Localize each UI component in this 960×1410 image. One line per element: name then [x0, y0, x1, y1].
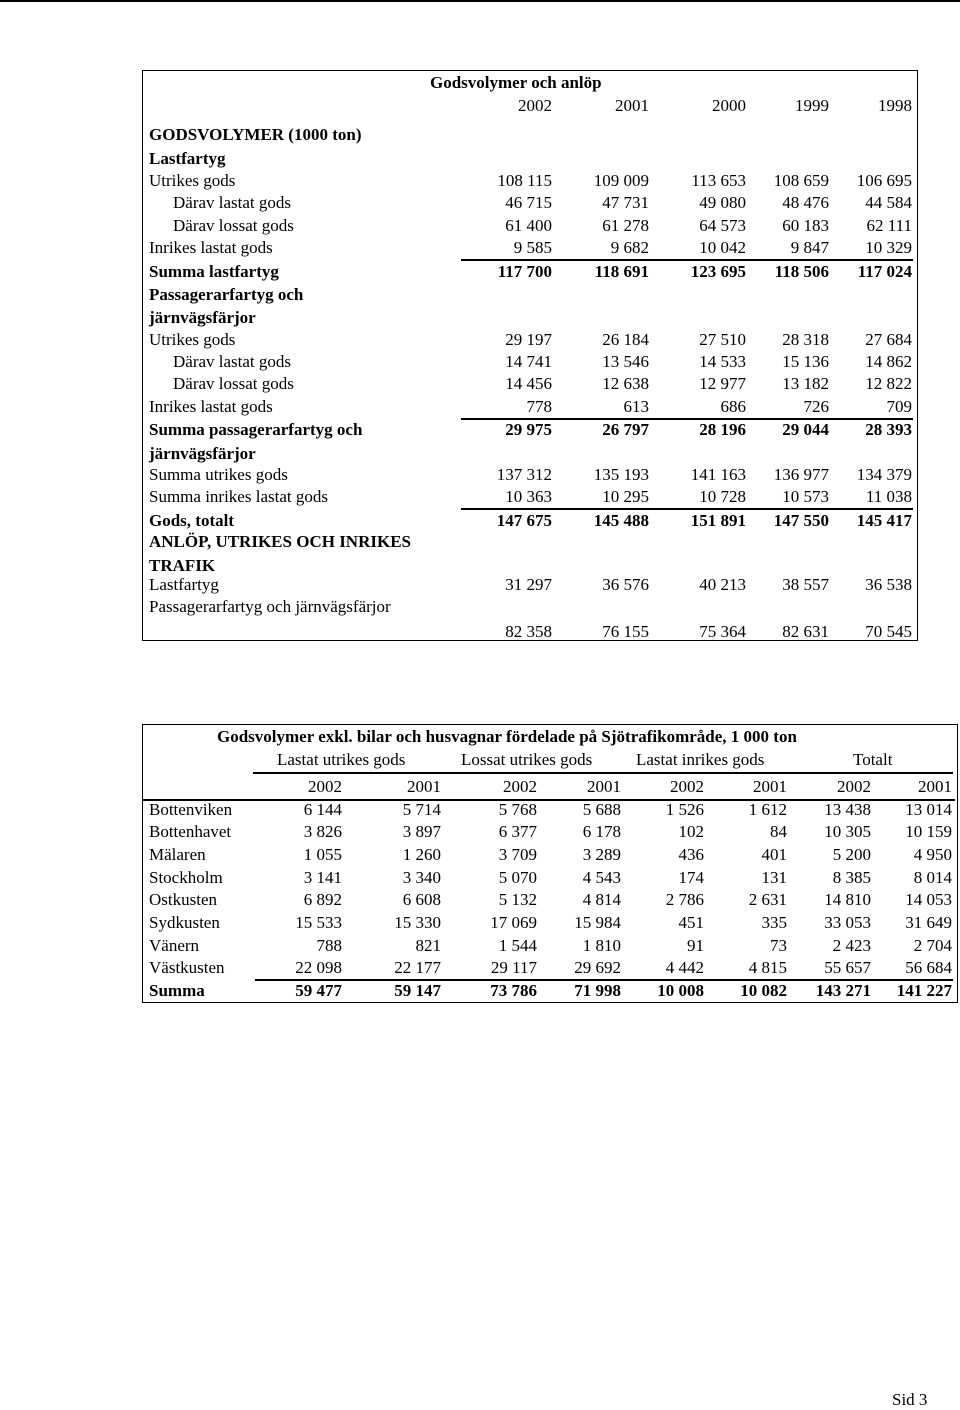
cell: 6 144: [303, 800, 342, 819]
cell: 451: [678, 913, 704, 932]
cell: 3 897: [402, 822, 441, 841]
table-title: Godsvolymer och anlöp: [430, 73, 602, 92]
cell: 2 423: [832, 936, 871, 955]
row-label: Ostkusten: [149, 890, 217, 909]
year-header: 2002: [670, 777, 704, 796]
cell-2001: 145 488: [593, 511, 649, 530]
cell-1998: 14 862: [865, 352, 912, 371]
row-label: Mälaren: [149, 845, 206, 864]
cell-1998: 62 111: [866, 216, 912, 235]
row-label: GODSVOLYMER (1000 ton): [149, 125, 362, 144]
cell: 59 147: [394, 981, 441, 1000]
cell-2002: 137 312: [496, 465, 552, 484]
cell: 3 340: [402, 868, 441, 887]
godsvolymer-anlop-table: [142, 70, 918, 641]
cell: 5 132: [498, 890, 537, 909]
cell-1999: 9 847: [790, 238, 829, 257]
cell-2001: 26 184: [602, 330, 649, 349]
cell: 22 177: [394, 958, 441, 977]
cell: 1 260: [402, 845, 441, 864]
row-label: Inrikes lastat gods: [149, 238, 273, 257]
cell: 91: [687, 936, 704, 955]
cell-2000: 123 695: [690, 262, 746, 281]
cell-1999: 15 136: [782, 352, 829, 371]
cell: 10 008: [657, 981, 704, 1000]
cell: 788: [316, 936, 342, 955]
cell: 13 438: [824, 800, 871, 819]
cell: 4 442: [665, 958, 704, 977]
cell-2000: 75 364: [699, 622, 746, 641]
cell: 59 477: [295, 981, 342, 1000]
row-label: Lastfartyg: [149, 575, 219, 594]
cell-1998: 28 393: [865, 420, 912, 439]
group-header: Lastat inrikes gods: [636, 750, 765, 769]
group-header: Totalt: [853, 750, 893, 769]
cell: 29 117: [490, 958, 537, 977]
cell-2000: 686: [720, 397, 746, 416]
cell-1998: 709: [886, 397, 912, 416]
cell-2001: 76 155: [602, 622, 649, 641]
cell-1999: 29 044: [782, 420, 829, 439]
cell: 3 289: [582, 845, 621, 864]
cell: 73 786: [490, 981, 537, 1000]
cell: 15 984: [574, 913, 621, 932]
cell-2000: 27 510: [699, 330, 746, 349]
table-title: Godsvolymer exkl. bilar och husvagnar fördelade på Sjötrafikområde, 1 000 ton: [217, 727, 797, 746]
cell-2001: 13 546: [602, 352, 649, 371]
sjotrafikomrade-table: [142, 724, 958, 1003]
cell-1999: 28 318: [782, 330, 829, 349]
row-label: Summa inrikes lastat gods: [149, 487, 328, 506]
cell: 15 330: [394, 913, 441, 932]
cell: 3 141: [303, 868, 342, 887]
cell: 6 892: [303, 890, 342, 909]
cell-1998: 106 695: [856, 171, 912, 190]
sum-underline: [461, 508, 913, 510]
year-header-1999: 1999: [795, 96, 829, 115]
cell-1998: 36 538: [865, 575, 912, 594]
cell-1999: 38 557: [782, 575, 829, 594]
sum-underline: [461, 259, 913, 261]
cell-1999: 82 631: [782, 622, 829, 641]
cell-1998: 117 024: [857, 262, 912, 281]
year-header: 2002: [308, 777, 342, 796]
cell: 5 688: [582, 800, 621, 819]
cell: 2 631: [748, 890, 787, 909]
cell: 14 810: [824, 890, 871, 909]
cell-1998: 12 822: [865, 374, 912, 393]
cell-2000: 40 213: [699, 575, 746, 594]
cell: 22 098: [295, 958, 342, 977]
row-label: Passagerarfartyg och järnvägsfärjor: [149, 597, 391, 616]
cell-2001: 61 278: [602, 216, 649, 235]
cell: 821: [415, 936, 441, 955]
cell: 5 714: [402, 800, 441, 819]
cell-1999: 13 182: [782, 374, 829, 393]
cell-2000: 10 728: [699, 487, 746, 506]
top-rule: [0, 0, 960, 2]
row-label: Därav lastat gods: [173, 193, 292, 212]
group-header: Lastat utrikes gods: [277, 750, 406, 769]
cell: 73: [770, 936, 787, 955]
cell-1998: 44 584: [865, 193, 912, 212]
cell: 4 543: [582, 868, 621, 887]
cell: 1 526: [665, 800, 704, 819]
year-header: 2001: [753, 777, 787, 796]
cell: 55 657: [824, 958, 871, 977]
row-label: Utrikes gods: [149, 171, 236, 190]
year-header-2000: 2000: [712, 96, 746, 115]
cell: 5 070: [498, 868, 537, 887]
cell-1998: 11 038: [865, 487, 912, 506]
cell-1999: 60 183: [782, 216, 829, 235]
cell: 71 998: [574, 981, 621, 1000]
cell-2002: 29 197: [505, 330, 552, 349]
cell-2002: 31 297: [505, 575, 552, 594]
year-header: 2001: [407, 777, 441, 796]
cell-1999: 48 476: [782, 193, 829, 212]
cell-2002: 147 675: [496, 511, 552, 530]
year-header-1998: 1998: [878, 96, 912, 115]
cell: 401: [761, 845, 787, 864]
cell: 174: [678, 868, 704, 887]
cell-2002: 29 975: [505, 420, 552, 439]
group-header: Lossat utrikes gods: [461, 750, 593, 769]
cell: 14 053: [905, 890, 952, 909]
row-label: Västkusten: [149, 958, 225, 977]
row-label: Lastfartyg: [149, 149, 226, 168]
cell-1998: 70 545: [865, 622, 912, 641]
row-label: Passagerarfartyg och: [149, 285, 304, 304]
cell-2002: 117 700: [497, 262, 552, 281]
cell-1999: 147 550: [773, 511, 829, 530]
cell-2000: 151 891: [690, 511, 746, 530]
cell: 131: [761, 868, 787, 887]
cell-2002: 14 456: [505, 374, 552, 393]
page-number: Sid 3: [892, 1390, 928, 1409]
cell-1998: 145 417: [856, 511, 912, 530]
cell-2002: 46 715: [505, 193, 552, 212]
row-label: järnvägsfärjor: [149, 444, 256, 463]
row-label: Därav lossat gods: [173, 216, 294, 235]
cell-1999: 726: [803, 397, 829, 416]
row-label: Summa: [149, 981, 205, 1000]
row-label: Bottenviken: [149, 800, 233, 819]
cell: 6 377: [498, 822, 537, 841]
cell-1999: 136 977: [773, 465, 829, 484]
cell: 13 014: [905, 800, 952, 819]
cell: 15 533: [295, 913, 342, 932]
year-header: 2002: [837, 777, 871, 796]
row-label: Summa lastfartyg: [149, 262, 279, 281]
cell: 143 271: [815, 981, 871, 1000]
cell: 4 814: [582, 890, 621, 909]
cell: 8 014: [913, 868, 952, 887]
cell: 4 950: [913, 845, 952, 864]
cell: 56 684: [905, 958, 952, 977]
cell: 1 810: [582, 936, 621, 955]
cell-2002: 10 363: [505, 487, 552, 506]
row-label: Sydkusten: [149, 913, 220, 932]
cell-2001: 36 576: [602, 575, 649, 594]
cell-2002: 9 585: [513, 238, 552, 257]
cell: 1 612: [748, 800, 787, 819]
cell-1999: 118 506: [774, 262, 829, 281]
cell-2001: 109 009: [593, 171, 649, 190]
cell: 436: [678, 845, 704, 864]
cell: 5 200: [832, 845, 871, 864]
row-label: Vänern: [149, 936, 200, 955]
cell-2000: 14 533: [699, 352, 746, 371]
year-header-2001: 2001: [615, 96, 649, 115]
cell-2002: 82 358: [505, 622, 552, 641]
year-header-2002: 2002: [518, 96, 552, 115]
cell-2000: 10 042: [699, 238, 746, 257]
cell-2000: 113 653: [691, 171, 746, 190]
cell-1998: 134 379: [856, 465, 912, 484]
cell-2000: 12 977: [699, 374, 746, 393]
cell: 10 305: [824, 822, 871, 841]
cell: 335: [761, 913, 787, 932]
cell: 6 608: [402, 890, 441, 909]
row-label: Bottenhavet: [149, 822, 232, 841]
row-label: Utrikes gods: [149, 330, 236, 349]
cell: 6 178: [582, 822, 621, 841]
cell: 3 826: [303, 822, 342, 841]
cell: 31 649: [905, 913, 952, 932]
cell: 10 159: [905, 822, 952, 841]
cell: 4 815: [748, 958, 787, 977]
cell: 84: [770, 822, 787, 841]
cell-2000: 64 573: [699, 216, 746, 235]
row-label: Stockholm: [149, 868, 223, 887]
year-header: 2001: [918, 777, 952, 796]
cell-2001: 135 193: [593, 465, 649, 484]
cell-2002: 778: [526, 397, 552, 416]
cell-2000: 49 080: [699, 193, 746, 212]
cell-1999: 10 573: [782, 487, 829, 506]
cell-2001: 10 295: [602, 487, 649, 506]
row-label: TRAFIK: [149, 556, 216, 575]
header-rule: [253, 772, 953, 774]
row-label: Summa passagerarfartyg och: [149, 420, 363, 439]
cell-2002: 14 741: [505, 352, 552, 371]
cell: 3 709: [498, 845, 537, 864]
cell-1998: 27 684: [865, 330, 912, 349]
cell-2002: 61 400: [505, 216, 552, 235]
cell: 10 082: [740, 981, 787, 1000]
cell: 8 385: [832, 868, 871, 887]
cell: 17 069: [490, 913, 537, 932]
row-label: Därav lastat gods: [173, 352, 292, 371]
cell-2001: 47 731: [602, 193, 649, 212]
row-label: Inrikes lastat gods: [149, 397, 273, 416]
cell-2001: 12 638: [602, 374, 649, 393]
cell: 5 768: [498, 800, 537, 819]
row-label: Gods, totalt: [149, 511, 234, 530]
cell-2001: 9 682: [610, 238, 649, 257]
cell: 1 544: [498, 936, 537, 955]
cell: 29 692: [574, 958, 621, 977]
cell-2000: 141 163: [690, 465, 746, 484]
cell-1999: 108 659: [773, 171, 829, 190]
row-label: ANLÖP, UTRIKES OCH INRIKES: [149, 532, 411, 551]
cell-2001: 613: [623, 397, 649, 416]
cell: 2 786: [665, 890, 704, 909]
cell: 2 704: [913, 936, 952, 955]
cell-2000: 28 196: [699, 420, 746, 439]
cell: 141 227: [896, 981, 952, 1000]
row-label: järnvägsfärjor: [149, 308, 256, 327]
cell: 102: [678, 822, 704, 841]
cell-1998: 10 329: [865, 238, 912, 257]
cell-2002: 108 115: [497, 171, 552, 190]
cell: 1 055: [303, 845, 342, 864]
cell: 33 053: [824, 913, 871, 932]
cell-2001: 26 797: [602, 420, 649, 439]
year-header: 2001: [587, 777, 621, 796]
row-label: Därav lossat gods: [173, 374, 294, 393]
year-header: 2002: [503, 777, 537, 796]
cell-2001: 118 691: [594, 262, 649, 281]
row-label: Summa utrikes gods: [149, 465, 288, 484]
